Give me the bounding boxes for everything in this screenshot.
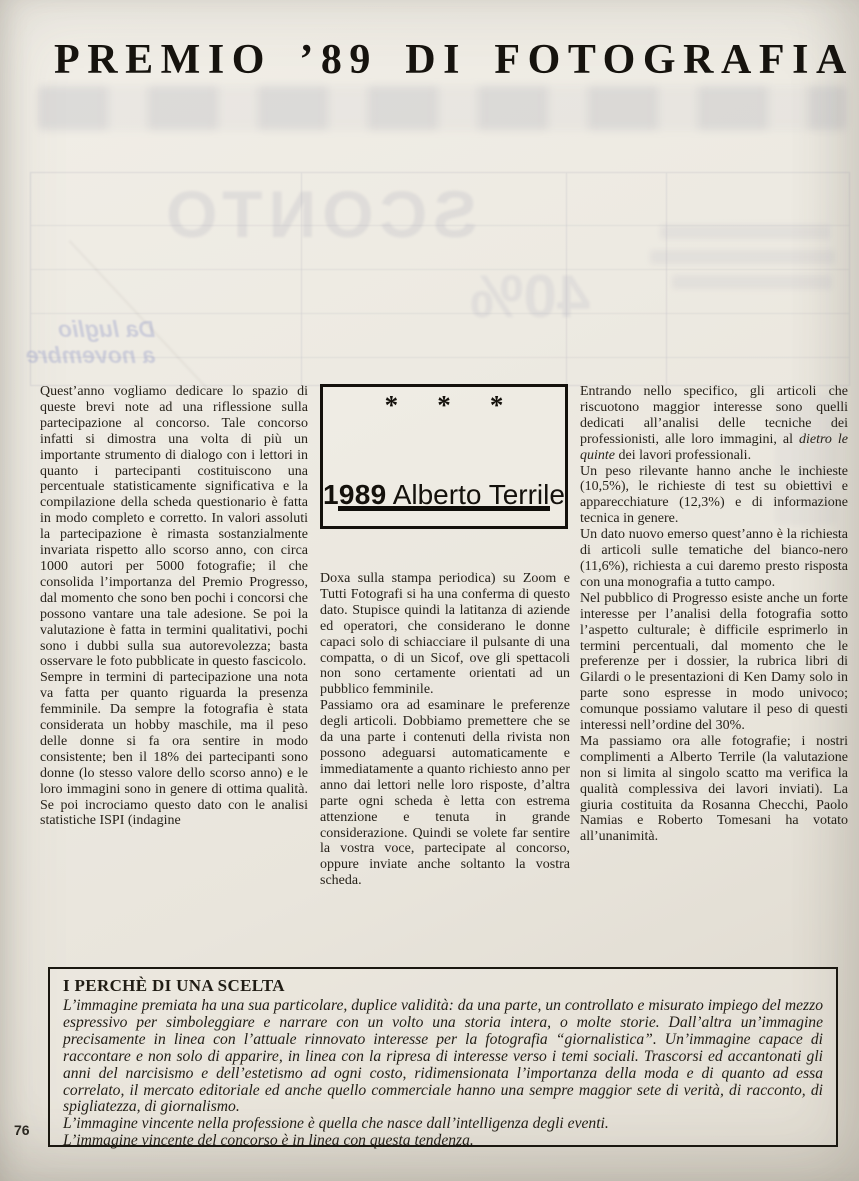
three-stars: * * * xyxy=(384,390,520,420)
winner-name: Alberto Terrile xyxy=(392,479,565,511)
paragraph: Doxa sulla stampa periodica) su Zoom e Tutti Fotografi si ha una conferma di questo dato. Stupisce quindi la latitanza di aziende ed operatori, che considerano le donne capaci solo di schiacciare il pulsante di una compatta, o di un Sicof, ove gli spettacoli non sono certamente orientati ad un pubblico femminile. xyxy=(320,571,570,698)
bleedthrough-promo-line: Da luglio xyxy=(57,316,156,342)
article-column-2 xyxy=(320,384,570,889)
article-column-2-text xyxy=(320,571,570,889)
editorial-note-heading: I PERCHÈ DI UNA SCELTA xyxy=(63,976,285,995)
editorial-note-box xyxy=(48,967,838,1150)
page-title: PREMIO ’89 DI FOTOGRAFIA xyxy=(54,37,854,83)
paragraph: L’immagine premiata ha una sua particolare, duplice validità: da una parte, un controllato e misurato impiego del mezzo espressivo per simboleggiare e narrare con un volto una storia intera, o molte storie. Dall’altra un’immagine precisamente in linea con l’attuale rinnovato interesse per la fotografia “giornalistica”. Un’immagine capace di raccontare e non solo di apparire, in linea con la ripresa di interesse verso i temi sociali. Trascorsi ed accantonati gli anni del narcisismo e dell’estetismo ad ogni costo, ridimensionata l’importanza della moda e di quanto ad essa correlato, il mercato editoriale ed anche quello commerciale hanno una sempre maggior sete di verità, di racconto, di spigliatezza, di giornalismo. xyxy=(63,997,823,1116)
article-column-1 xyxy=(40,384,308,889)
paragraph: L’immagine vincente del concorso è in linea con questa tendenza. xyxy=(63,1132,474,1150)
winner-year: 1989 xyxy=(323,479,387,511)
editorial-note-text xyxy=(63,998,823,1150)
paragraph: Un peso rilevante hanno anche le inchieste (10,5%), le richieste di test su obiettivi e apparecchiature (12,3%) e di informazione tecnica in genere. xyxy=(580,463,848,527)
bleedthrough-percent-text: 40% xyxy=(470,263,591,330)
winner-block xyxy=(323,479,565,526)
paragraph: L’immagine vincente nella professione è quella che nasce dall’intelligenza degli eventi. xyxy=(63,1115,609,1133)
winner-line xyxy=(323,479,565,511)
paragraph: Sempre in termini di partecipazione una nota va fatta per quanto riguarda la presenza femminile. Da sempre la fotografia è stata considerata un hobby maschile, ma il peso delle donne si fa ora sentire in modo consistente; ben il 18% dei partecipanti sono donne (lo stesso valore dello scorso anno) e le loro immagini sono in genere di ottima qualità. Se poi incrociamo questo dato con le analisi statistiche ISPI (indagine xyxy=(40,670,308,829)
paragraph: Ma passiamo ora alle fotografie; i nostri complimenti a Alberto Terrile (la valutazione non si limita al singolo scatto ma verifica la qualità complessiva dei lavori inviati). La giuria costituita da Rosanna Checchi, Paolo Namias e Roberto Tomesani ha votato all’unanimità. xyxy=(580,733,848,845)
article-columns xyxy=(40,384,848,889)
paragraph: Passiamo ora ad esaminare le preferenze degli articoli. Dobbiamo premettere che se da una parte i contenuti della rivista non possono adeguarsi automaticamente e immediatamente a quanto richiesto anno per anno dai lettori nelle loro risposte, d’altra parte ogni scheda è letta con estrema attenzione e tenuta in grande considerazione. Quindi se volete far sentire la vostra voce, partecipate al concorso, oppure inviate anche soltanto la vostra scheda. xyxy=(320,698,570,889)
paragraph: Quest’anno vogliamo dedicare lo spazio di queste brevi note ad una riflessione sulla partecipazione al concorso. Tale concorso infatti si dimostra una volta di più un importante strumento di dialogo con i lettori in quanto i partecipanti costituiscono una percentuale statisticamente significativa e la compilazione della scheda questionario è fatta in modo completo e corretto. In valori assoluti la partecipazione è rimasta sostanzialmente invariata rispetto allo scorso anno, con circa 1000 autori per 5000 fotografie; il che consolida l’importanza del Premio Progresso, dal momento che sono ben pochi i concorsi che possono vantare una tale adesione. Se poi la valutazione è fatta in termini qualitativi, pochi sono i dubbi sulla sua autorevolezza; basta osservare le foto pubblicate in questo fascicolo. xyxy=(40,384,308,670)
page-number: 76 xyxy=(14,1122,30,1138)
paragraph: Un dato nuovo emerso quest’anno è la richiesta di articoli sulle tematiche del bianco-nero (11,6%), richiesta a cui daremo presto risposta con una monografia a tutto campo. xyxy=(580,527,848,590)
bleedthrough-promo-line: a novembre xyxy=(26,342,156,368)
bleedthrough-sconto-text: SCONTO xyxy=(160,177,478,251)
paragraph: Nel pubblico di Progresso esiste anche un forte interesse per l’analisi della fotografia sotto l’aspetto culturale; è difficile esprimerlo in termini percentuali, dal momento che le preferenze per i dossier, la rubrica libri di Gilardi o le presentazioni di Ken Damy solo in parte sono espresse in modo univoco; comunque possiamo valutare il peso di questi interessi nell’ordine del 30%. xyxy=(580,590,848,734)
paragraph: Entrando nello specifico, gli articoli che riscuotono maggior interesse sono quelli dedicati all’analisi delle tecniche dei professionisti, alle loro immagini, al dietro le quinte dei lavori professionali. xyxy=(580,384,848,463)
award-winner-box xyxy=(320,384,568,529)
article-column-3 xyxy=(580,384,848,889)
